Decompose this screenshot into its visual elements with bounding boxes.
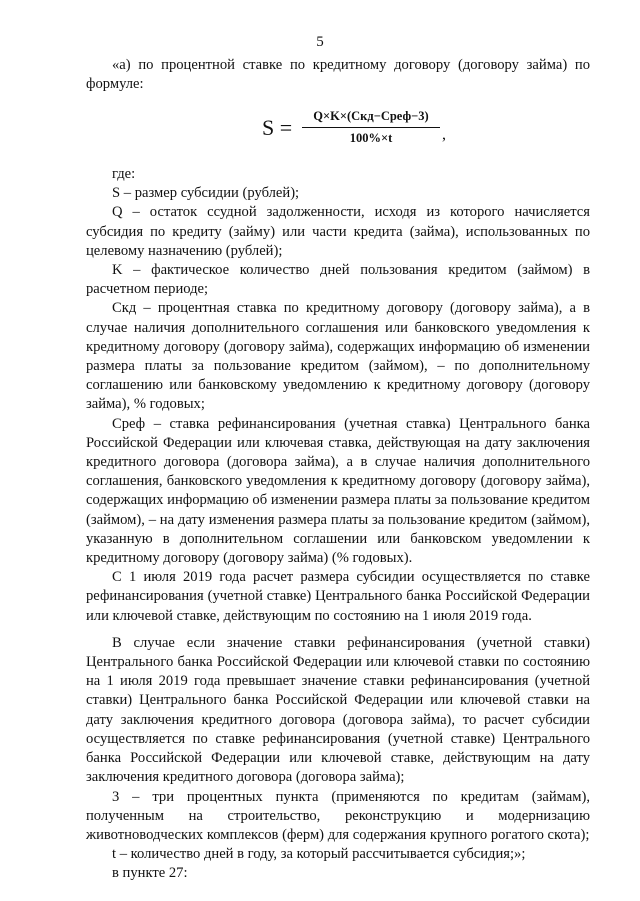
formula-denominator: 100%×t [349,131,393,145]
paragraph-exceeds-case: В случае если значение ставки рефинансирования (учетной ставки) Центрального банка Российской Федерации или ключевой ставки по состоянию на 1 июля 2019 года превышает значение ставки рефинансирования (учетной ставки) Центрального банка Российской Федерации или ключевой ставки на дату заключения кредитного договора (договора займа), то расчет субсидии осуществляется по ставке рефинансирования (учетной ставке) Центрального банка Российской Федерации или ключевой ставке, действующим на дату заключения кредитного договора (договора займа); [86,634,590,786]
definition-s: S – размер субсидии (рублей); [112,185,300,202]
intro-block [86,56,590,94]
definition-k: K – фактическое количество дней пользования кредитом (займом) в расчетном периоде; [86,262,590,298]
definition-three: 3 – три процентных пункта (применяются по кредитам (займам), полученным на строительство, реконструкцию и модернизацию животноводческих комплексов (ферм) для содержания крупного рогатого скота); [86,788,590,843]
formula-lhs: S = [262,115,293,140]
definition-q: Q – остаток ссудной задолженности, исходя из которого начисляется субсидия по кредиту (займу) или части кредита (займа), использованных по целевому назначению (рублей); [86,204,590,259]
intro-paragraph: «а) по процентной ставке по кредитному договору (договору займа) по формуле: [86,57,590,93]
definition-cref: Cреф – ставка рефинансирования (учетная ставка) Центрального банка Российской Федерации или ключевая ставка, действующая на дату заключения кредитного договора (договора займа), а в случае наличия дополнительного соглашения, банковского уведомления к кредитному договору (договору займа), содержащих информацию об изменении размера платы за пользование кредитом (займом), – на дату изменения размера платы за пользование кредитом (займом), указанную в дополнительном соглашении или банковском уведомлении к кредитному договору (договору займа) (% годовых). [86,415,590,567]
definition-ckd: Cкд – процентная ставка по кредитному договору (договору займа), а в случае наличия дополнительного соглашения или банковского уведомления к кредитному договору (договору займа), содержащих информацию об изменении размера платы за пользование кредитом (займом), – по дополнительному соглашению или банковскому уведомлению к кредитному договору (договору займа), % годовых; [86,300,590,413]
paragraph-july-2019: С 1 июля 2019 года расчет размера субсидии осуществляется по ставке рефинансирования (учетной ставке) Центрального банка Российской Федерации или ключевой ставке, действующим по состоянию на 1 июля 2019 года. [86,569,590,624]
formula-comma: , [442,126,446,143]
body-text [86,165,590,884]
subsidy-formula [262,106,462,152]
definition-t: t – количество дней в году, за который рассчитывается субсидия;»; [112,846,526,863]
paragraph-clause-27: в пункте 27: [112,865,188,882]
page-number: 5 [316,34,324,50]
formula-numerator: Q×K×(Cкд−Cреф−3) [302,109,440,128]
formula-fraction [302,109,440,146]
where-label: где: [112,166,136,182]
